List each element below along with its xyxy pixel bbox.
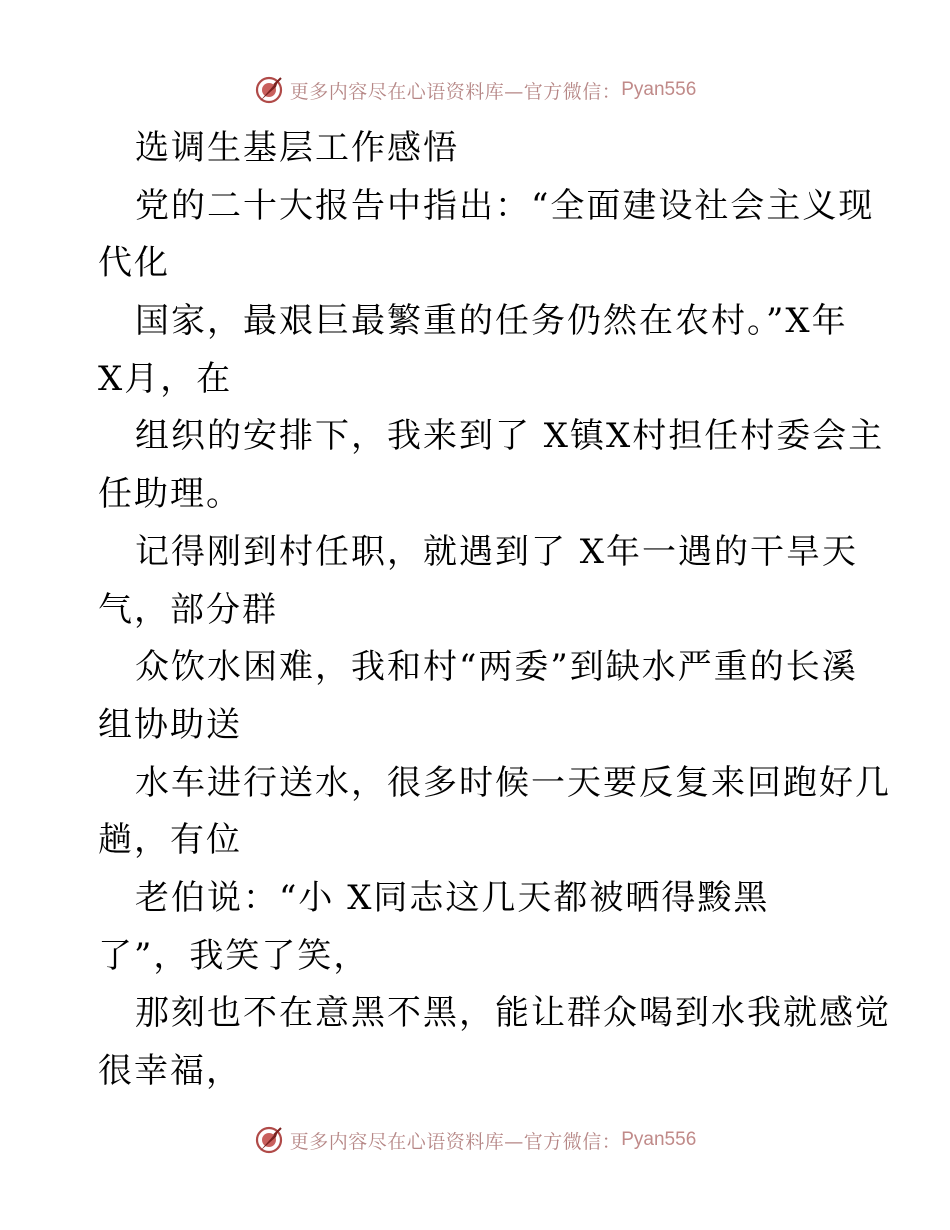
text-line: 老伯说：“小 X同志这几天都被晒得黢黑 <box>135 877 770 918</box>
text-line: 很幸福， <box>98 1051 242 1091</box>
text-line: 了”，我笑了笑， <box>98 935 370 976</box>
text-line: 国家，最艰巨最繁重的任务仍然在农村。”X年 <box>135 301 848 342</box>
quill-seal-icon <box>254 1125 284 1155</box>
text-line: 水车进行送水，很多时候一天要反复来回跑好几 <box>135 762 891 803</box>
text-line: 组织的安排下，我来到了 X镇X村担任村委会主 <box>135 416 885 457</box>
watermark-text: 更多内容尽在心语资料库—官方微信： <box>289 80 622 103</box>
text-line: 组协助送 <box>98 704 242 745</box>
text-line: 记得刚到村任职，就遇到了 X年一遇的干旱天 <box>135 531 859 572</box>
watermark-account: Pyan556 <box>621 79 697 100</box>
text-line: 气，部分群 <box>98 589 278 630</box>
document-title: 选调生基层工作感悟 <box>135 128 459 168</box>
document-body <box>98 120 891 1101</box>
text-line: 党的二十大报告中指出：“全面建设社会主义现 <box>135 185 875 226</box>
text-line: X月，在 <box>98 358 233 399</box>
text-line: 任助理。 <box>98 474 242 515</box>
watermark-header <box>0 68 950 112</box>
text-line: 众饮水困难，我和村“两委”到缺水严重的长溪 <box>135 647 858 688</box>
watermark-account: Pyan556 <box>621 1129 697 1150</box>
text-line: 趟，有位 <box>98 820 242 861</box>
watermark-footer <box>0 1118 950 1162</box>
quill-seal-icon <box>254 75 284 105</box>
watermark-text: 更多内容尽在心语资料库—官方微信： <box>289 1130 622 1153</box>
text-line: 代化 <box>98 243 170 284</box>
text-line: 那刻也不在意黑不黑，能让群众喝到水我就感觉 <box>135 993 891 1034</box>
